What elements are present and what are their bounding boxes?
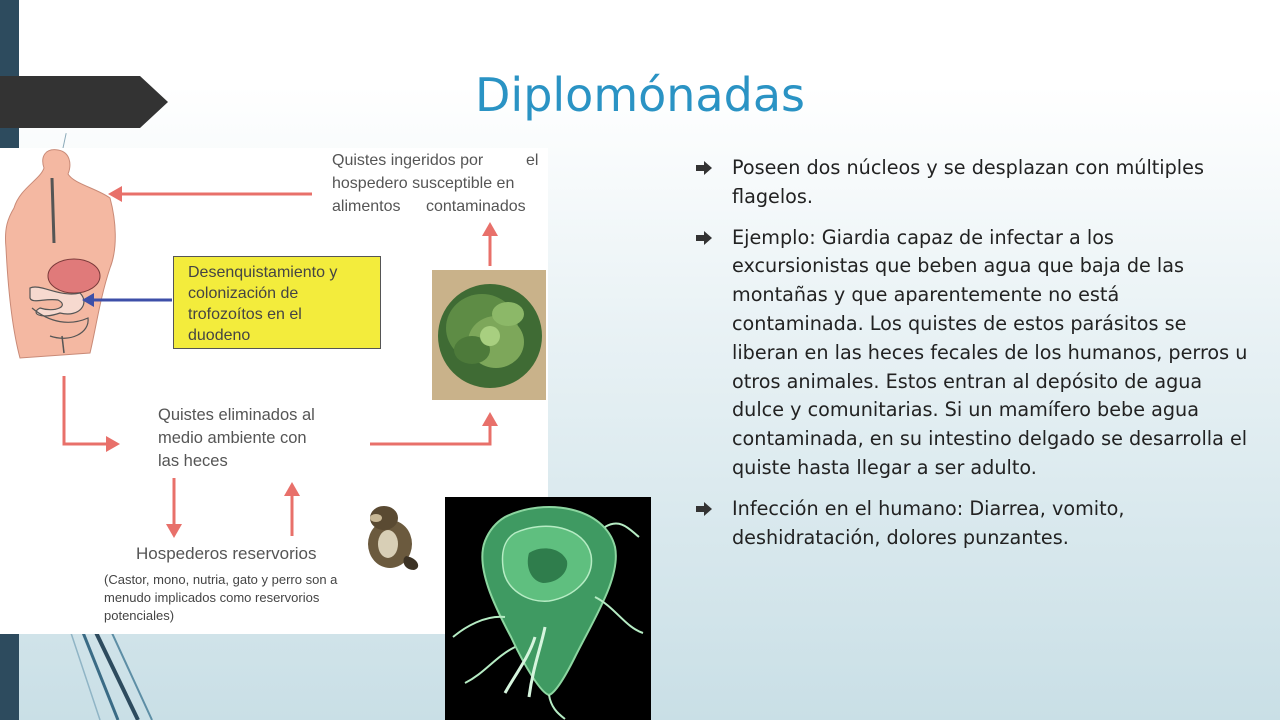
reservoir-note-3: potenciales) bbox=[104, 608, 175, 623]
arrow-bullet-icon bbox=[696, 231, 712, 245]
arrow-bullet-icon bbox=[696, 161, 712, 175]
giardia-micrograph bbox=[445, 497, 651, 720]
excystation-line-3: trofozoítos en el bbox=[188, 306, 302, 323]
slide-title: Diplomónadas bbox=[475, 68, 805, 122]
excystation-line-1: Desenquistamiento y bbox=[188, 264, 338, 281]
bullet-item bbox=[696, 224, 1256, 483]
eliminated-line-3: las heces bbox=[158, 452, 228, 470]
reservoir-title: Hospederos reservorios bbox=[136, 544, 317, 563]
decorative-tick bbox=[62, 133, 66, 149]
reservoir-note-1: (Castor, mono, nutria, gato y perro son a bbox=[104, 572, 338, 587]
excystation-line-2: colonización de bbox=[188, 285, 299, 302]
eliminated-line-1: Quistes eliminados al bbox=[158, 406, 315, 424]
bullet-text: Ejemplo: Giardia capaz de infectar a los excursionistas que beben agua que baja de las montañas y que aparentemente no está contaminada. Los quistes de estos parásitos se liberan en las heces fecales de los humanos, perros u otros animales. Estos entran al depósito de agua dulce y comunitarias. Si un mamífero bebe agua contaminada, en su intestino delgado se desarrolla el quiste hasta llegar a ser adulto. bbox=[732, 225, 1248, 479]
eliminated-line-2: medio ambiente con bbox=[158, 429, 307, 447]
bullet-item bbox=[696, 495, 1256, 553]
bullet-item bbox=[696, 154, 1256, 212]
reservoir-note-2: menudo implicados como reservorios bbox=[104, 590, 320, 605]
ingested-line-1: Quistes ingeridos por bbox=[332, 152, 484, 169]
excystation-box bbox=[173, 256, 381, 349]
bullet-text: Infección en el humano: Diarrea, vomito, deshidratación, dolores punzantes. bbox=[732, 496, 1125, 549]
bullet-list bbox=[696, 154, 1256, 564]
excystation-line-4: duodeno bbox=[188, 327, 251, 344]
beaver-image bbox=[358, 500, 424, 572]
bullet-text: Poseen dos núcleos y se desplazan con múltiples flagelos. bbox=[732, 156, 1204, 208]
arrow-bullet-icon bbox=[696, 502, 712, 516]
decorative-lines bbox=[60, 620, 170, 720]
ingested-line-3a: alimentos bbox=[332, 198, 401, 215]
ingested-line-3b: contaminados bbox=[426, 198, 526, 215]
ingested-el: el bbox=[526, 152, 539, 169]
ingested-line-2: hospedero susceptible en bbox=[332, 175, 515, 192]
lettuce-image bbox=[432, 270, 546, 400]
